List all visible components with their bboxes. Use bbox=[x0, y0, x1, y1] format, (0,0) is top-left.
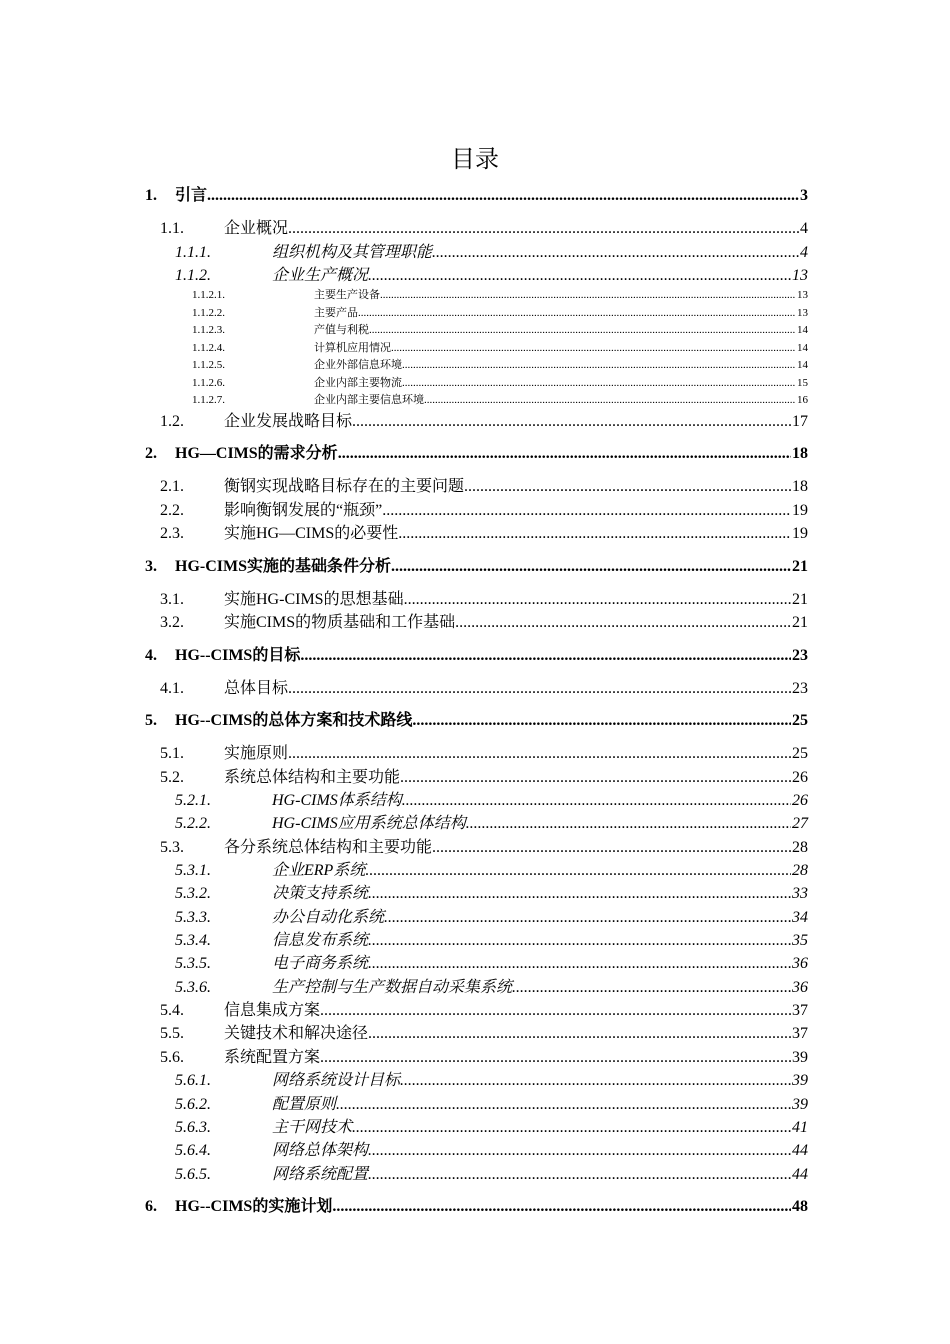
toc-entry-level-3[interactable] bbox=[145, 929, 808, 952]
dot-leader bbox=[400, 766, 791, 790]
toc-entry-title: HG--CIMS的实施计划 bbox=[175, 1197, 333, 1215]
toc-entry-page-number: 13 bbox=[792, 266, 808, 284]
toc-entry-title: 企业内部主要物流 bbox=[314, 376, 402, 389]
toc-entry-page-number: 25 bbox=[792, 712, 808, 730]
toc-entry-page-number: 14 bbox=[797, 341, 808, 354]
dot-leader bbox=[320, 1046, 791, 1070]
toc-entry-number: 5.3.1. bbox=[175, 862, 211, 880]
toc-entry-page-number: 33 bbox=[792, 885, 808, 903]
dot-leader bbox=[404, 588, 791, 612]
toc-entry-number: 4. bbox=[145, 646, 157, 664]
toc-entry-level-4[interactable] bbox=[145, 305, 808, 323]
toc-entry-number: 5.4. bbox=[160, 1001, 184, 1019]
toc-entry-page-number: 36 bbox=[792, 955, 808, 973]
toc-entry-title: 实施CIMS的物质基础和工作基础 bbox=[224, 614, 456, 632]
toc-entry-title: 系统总体结构和主要功能 bbox=[224, 768, 401, 786]
toc-entry-level-4[interactable] bbox=[145, 357, 808, 375]
toc-entry-title: 总体目标 bbox=[224, 679, 289, 697]
toc-entry-title: 网络总体架构 bbox=[272, 1142, 369, 1160]
dot-leader bbox=[352, 1116, 791, 1139]
toc-entry-level-3[interactable] bbox=[145, 264, 808, 287]
toc-entry-title: 网络系统设计目标 bbox=[272, 1072, 401, 1090]
toc-entry-title: 引言 bbox=[175, 187, 208, 204]
toc-entry-level-1[interactable] bbox=[145, 644, 808, 668]
toc-entry-page-number: 21 bbox=[792, 557, 808, 575]
toc-entry-title: 网络系统配置 bbox=[272, 1165, 369, 1183]
dot-leader bbox=[352, 410, 791, 434]
toc-entry-level-4[interactable] bbox=[145, 392, 808, 410]
toc-entry-title: 实施HG—CIMS的必要性 bbox=[224, 525, 399, 543]
dot-leader bbox=[368, 264, 791, 287]
toc-entry-level-1[interactable] bbox=[145, 1195, 808, 1219]
toc-entry-level-3[interactable] bbox=[145, 1139, 808, 1162]
toc-entry-level-3[interactable] bbox=[145, 812, 808, 835]
toc-entry-title: HG-CIMS应用系统总体结构 bbox=[272, 815, 466, 833]
toc-entry-page-number: 27 bbox=[792, 815, 808, 833]
toc-entry-number: 1.1. bbox=[160, 220, 184, 237]
toc-entry-number: 2.1. bbox=[160, 478, 184, 496]
toc-entry-number: 2.2. bbox=[160, 501, 184, 519]
toc-entry-level-4[interactable] bbox=[145, 375, 808, 393]
toc-entry-level-2[interactable] bbox=[145, 522, 808, 546]
dot-leader bbox=[512, 976, 791, 999]
toc-entry-page-number: 14 bbox=[797, 359, 808, 372]
toc-entry-title: 影响衡钢发展的“瓶颈” bbox=[224, 501, 383, 519]
toc-entry-number: 5.3.5. bbox=[175, 955, 211, 973]
toc-entry-level-2[interactable] bbox=[145, 410, 808, 434]
dot-leader bbox=[398, 522, 791, 546]
toc-entry-title: HG-CIMS体系结构 bbox=[272, 792, 402, 810]
toc-entry-level-3[interactable] bbox=[145, 859, 808, 882]
toc-entry-title: 配置原则 bbox=[272, 1095, 337, 1113]
toc-entry-number: 5.5. bbox=[160, 1025, 184, 1043]
toc-entry-title: 产值与利税 bbox=[314, 324, 369, 337]
dot-leader bbox=[332, 1195, 791, 1219]
dot-leader bbox=[288, 742, 791, 766]
toc-entry-number: 1.1.2.6. bbox=[192, 376, 225, 389]
dot-leader bbox=[391, 555, 791, 579]
toc-entry-number: 5.6.2. bbox=[175, 1095, 211, 1113]
toc-entry-title: 各分系统总体结构和主要功能 bbox=[224, 838, 433, 856]
dot-leader bbox=[400, 1069, 791, 1092]
toc-entry-page-number: 25 bbox=[792, 745, 808, 763]
table-of-contents bbox=[145, 184, 808, 1219]
toc-entry-number: 5.6.4. bbox=[175, 1142, 211, 1160]
toc-entry-level-2[interactable] bbox=[145, 677, 808, 701]
toc-entry-title: 企业内部主要信息环境 bbox=[314, 394, 424, 407]
dot-leader bbox=[368, 952, 791, 975]
toc-entry-level-3[interactable] bbox=[145, 976, 808, 999]
toc-entry-page-number: 21 bbox=[792, 590, 808, 608]
toc-entry-page-number: 13 bbox=[797, 289, 808, 302]
toc-entry-number: 1.1.1. bbox=[175, 243, 211, 261]
toc-entry-title: 主要产品 bbox=[314, 306, 358, 319]
toc-entry-level-3[interactable] bbox=[145, 1116, 808, 1139]
toc-entry-title: 主要生产设备 bbox=[314, 289, 380, 302]
toc-entry-page-number: 36 bbox=[792, 978, 808, 996]
toc-entry-number: 6. bbox=[145, 1197, 157, 1215]
dot-leader bbox=[402, 375, 796, 393]
toc-entry-page-number: 21 bbox=[792, 614, 808, 632]
toc-entry-level-1[interactable] bbox=[145, 442, 808, 466]
dot-leader bbox=[384, 906, 791, 929]
toc-entry-page-number: 35 bbox=[792, 932, 808, 950]
toc-entry-level-2[interactable] bbox=[145, 836, 808, 860]
dot-leader bbox=[368, 1163, 791, 1186]
dot-leader bbox=[466, 812, 791, 835]
toc-entry-number: 5.2. bbox=[160, 768, 184, 786]
toc-entry-level-2[interactable] bbox=[145, 742, 808, 766]
toc-entry-page-number: 26 bbox=[792, 768, 808, 786]
dot-leader bbox=[338, 442, 791, 466]
toc-entry-number: 1.1.2.5. bbox=[192, 359, 225, 372]
toc-entry-number: 1.1.2.7. bbox=[192, 394, 225, 407]
toc-entry-page-number: 4 bbox=[800, 243, 808, 261]
toc-entry-page-number: 39 bbox=[792, 1095, 808, 1113]
toc-entry-level-2[interactable] bbox=[145, 766, 808, 790]
toc-entry-number: 5.3.2. bbox=[175, 885, 211, 903]
toc-entry-page-number: 39 bbox=[792, 1072, 808, 1090]
toc-entry-level-2[interactable] bbox=[145, 1022, 808, 1046]
toc-entry-number: 5.3.4. bbox=[175, 932, 211, 950]
toc-entry-page-number: 39 bbox=[792, 1048, 808, 1066]
toc-entry-title: 办公自动化系统 bbox=[272, 908, 385, 926]
toc-entry-page-number: 23 bbox=[792, 646, 808, 664]
toc-entry-level-4[interactable] bbox=[145, 287, 808, 305]
toc-entry-title: 生产控制与生产数据自动采集系统 bbox=[272, 978, 513, 996]
toc-entry-title: HG-CIMS实施的基础条件分析 bbox=[175, 557, 392, 575]
toc-entry-page-number: 37 bbox=[792, 1025, 808, 1043]
toc-entry-page-number: 15 bbox=[797, 376, 808, 389]
toc-entry-level-3[interactable] bbox=[145, 952, 808, 975]
toc-entry-number: 5.3.3. bbox=[175, 908, 211, 926]
toc-entry-level-4[interactable] bbox=[145, 322, 808, 340]
toc-entry-level-4[interactable] bbox=[145, 340, 808, 358]
toc-entry-number: 5.6.3. bbox=[175, 1119, 211, 1137]
toc-entry-number: 1.1.2.3. bbox=[192, 324, 225, 337]
dot-leader bbox=[432, 836, 791, 860]
dot-leader bbox=[424, 392, 796, 410]
toc-entry-title: 决策支持系统 bbox=[272, 885, 369, 903]
dot-leader bbox=[365, 859, 791, 882]
toc-entry-level-3[interactable] bbox=[145, 1093, 808, 1116]
toc-entry-page-number: 4 bbox=[800, 220, 808, 237]
toc-entry-number: 1.2. bbox=[160, 412, 184, 430]
toc-entry-title: HG—CIMS的需求分析 bbox=[175, 445, 338, 463]
toc-entry-level-2[interactable] bbox=[145, 611, 808, 635]
toc-entry-page-number: 34 bbox=[792, 908, 808, 926]
toc-entry-title: 组织机构及其管理职能 bbox=[272, 243, 433, 261]
toc-entry-page-number: 18 bbox=[792, 445, 808, 463]
toc-entry-level-1[interactable] bbox=[145, 709, 808, 733]
toc-entry-number: 2.3. bbox=[160, 525, 184, 543]
toc-entry-number: 2. bbox=[145, 445, 157, 463]
dot-leader bbox=[391, 340, 796, 358]
toc-entry-title: 信息发布系统 bbox=[272, 932, 369, 950]
toc-entry-level-1[interactable] bbox=[145, 555, 808, 579]
toc-entry-level-3[interactable] bbox=[145, 1069, 808, 1092]
dot-leader bbox=[402, 789, 791, 812]
toc-entry-level-2[interactable] bbox=[145, 1046, 808, 1070]
toc-entry-number: 5.2.2. bbox=[175, 815, 211, 833]
toc-entry-page-number: 17 bbox=[792, 412, 808, 430]
toc-entry-level-1[interactable] bbox=[145, 184, 808, 208]
dot-leader bbox=[369, 322, 796, 340]
toc-entry-number: 3. bbox=[145, 557, 157, 575]
toc-entry-level-2[interactable] bbox=[145, 499, 808, 523]
dot-leader bbox=[368, 929, 791, 952]
dot-leader bbox=[455, 611, 791, 635]
toc-entry-title: 衡钢实现战略目标存在的主要问题 bbox=[224, 478, 465, 496]
toc-entry-page-number: 14 bbox=[797, 324, 808, 337]
toc-entry-level-3[interactable] bbox=[145, 241, 808, 264]
toc-entry-page-number: 48 bbox=[792, 1197, 808, 1215]
toc-entry-title: 企业概况 bbox=[224, 220, 289, 237]
toc-entry-page-number: 41 bbox=[792, 1119, 808, 1137]
toc-entry-title: 企业ERP系统 bbox=[272, 862, 366, 880]
toc-entry-title: 计算机应用情况 bbox=[314, 341, 391, 354]
toc-entry-number: 1.1.2.4. bbox=[192, 341, 225, 354]
toc-entry-number: 5.3. bbox=[160, 838, 184, 856]
toc-entry-number: 5.1. bbox=[160, 745, 184, 763]
toc-entry-number: 5.3.6. bbox=[175, 978, 211, 996]
toc-entry-number: 1. bbox=[145, 187, 157, 204]
toc-entry-page-number: 16 bbox=[797, 394, 808, 407]
toc-entry-title: 信息集成方案 bbox=[224, 1001, 321, 1019]
dot-leader bbox=[320, 999, 791, 1023]
toc-entry-number: 1.1.2.1. bbox=[192, 289, 225, 302]
toc-entry-page-number: 28 bbox=[792, 862, 808, 880]
toc-entry-title: 实施HG-CIMS的思想基础 bbox=[224, 590, 404, 608]
toc-entry-title: 系统配置方案 bbox=[224, 1048, 321, 1066]
toc-entry-number: 5.6.5. bbox=[175, 1165, 211, 1183]
toc-entry-title: 企业发展战略目标 bbox=[224, 412, 353, 430]
toc-entry-page-number: 13 bbox=[797, 306, 808, 319]
toc-entry-number: 4.1. bbox=[160, 679, 184, 697]
toc-entry-page-number: 19 bbox=[792, 501, 808, 519]
dot-leader bbox=[288, 217, 799, 241]
toc-entry-level-3[interactable] bbox=[145, 882, 808, 905]
dot-leader bbox=[432, 241, 799, 264]
toc-entry-number: 3.2. bbox=[160, 614, 184, 632]
toc-entry-page-number: 44 bbox=[792, 1142, 808, 1160]
toc-entry-level-2[interactable] bbox=[145, 999, 808, 1023]
toc-entry-title: 关键技术和解决途径 bbox=[224, 1025, 369, 1043]
toc-entry-number: 5.2.1. bbox=[175, 792, 211, 810]
dot-leader bbox=[412, 709, 791, 733]
toc-entry-level-3[interactable] bbox=[145, 1163, 808, 1186]
dot-leader bbox=[464, 475, 791, 499]
toc-entry-title: 主干网技术 bbox=[272, 1119, 353, 1137]
toc-entry-page-number: 18 bbox=[792, 478, 808, 496]
page-title: 目录 bbox=[451, 147, 499, 173]
dot-leader bbox=[358, 305, 796, 323]
dot-leader bbox=[368, 1022, 791, 1046]
toc-entry-title: 企业生产概况 bbox=[272, 266, 369, 284]
toc-entry-level-2[interactable] bbox=[145, 475, 808, 499]
dot-leader bbox=[336, 1093, 791, 1116]
toc-entry-number: 5. bbox=[145, 712, 157, 730]
toc-entry-level-3[interactable] bbox=[145, 906, 808, 929]
toc-entry-page-number: 26 bbox=[792, 792, 808, 810]
dot-leader bbox=[368, 1139, 791, 1162]
toc-entry-number: 5.6.1. bbox=[175, 1072, 211, 1090]
toc-entry-title: HG--CIMS的目标 bbox=[175, 646, 301, 664]
toc-entry-number: 1.1.2. bbox=[175, 266, 211, 284]
toc-entry-number: 1.1.2.2. bbox=[192, 306, 225, 319]
dot-leader bbox=[368, 882, 791, 905]
toc-entry-title: 电子商务系统 bbox=[272, 955, 369, 973]
toc-entry-page-number: 28 bbox=[792, 838, 808, 856]
toc-entry-page-number: 37 bbox=[792, 1001, 808, 1019]
toc-entry-page-number: 23 bbox=[792, 679, 808, 697]
toc-entry-level-2[interactable] bbox=[145, 217, 808, 241]
dot-leader bbox=[300, 644, 791, 668]
toc-entry-level-3[interactable] bbox=[145, 789, 808, 812]
toc-entry-number: 3.1. bbox=[160, 590, 184, 608]
dot-leader bbox=[207, 184, 799, 208]
toc-entry-title: 企业外部信息环境 bbox=[314, 359, 402, 372]
dot-leader bbox=[382, 499, 791, 523]
dot-leader bbox=[380, 287, 796, 305]
dot-leader bbox=[288, 677, 791, 701]
toc-entry-number: 5.6. bbox=[160, 1048, 184, 1066]
toc-entry-title: 实施原则 bbox=[224, 745, 289, 763]
toc-entry-page-number: 19 bbox=[792, 525, 808, 543]
toc-entry-title: HG--CIMS的总体方案和技术路线 bbox=[175, 712, 413, 730]
toc-entry-level-2[interactable] bbox=[145, 588, 808, 612]
toc-entry-page-number: 44 bbox=[792, 1165, 808, 1183]
toc-entry-page-number: 3 bbox=[800, 187, 808, 204]
dot-leader bbox=[402, 357, 796, 375]
